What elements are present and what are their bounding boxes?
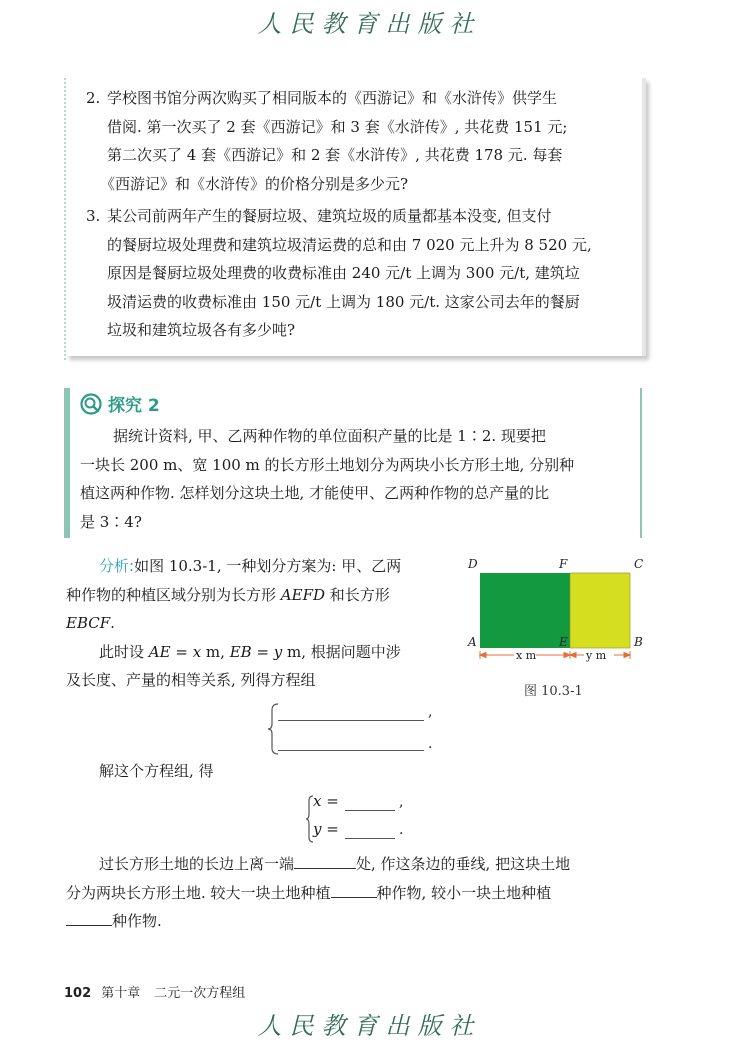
math-x: x (192, 642, 202, 661)
figure-rectangle-division (466, 555, 656, 675)
publisher-logo-top: 人民教育出版社 (257, 10, 482, 38)
exercise-line: 借阅. 第一次买了 2 套《西游记》和 3 套《水浒传》, 共花费 151 元; (107, 117, 568, 136)
explore-body (80, 422, 636, 536)
exercise-line: 第二次买了 4 套《西游记》和 2 套《水浒传》, 共花费 178 元. 每套 (107, 146, 563, 164)
explore-section (64, 388, 642, 538)
analysis-label: 分析: (99, 557, 135, 575)
exercise-item-3 (86, 202, 646, 345)
analysis-text: m, 根据问题中涉 (282, 642, 401, 661)
explore-line: 是 3∶4? (80, 512, 142, 531)
chapter-title: 二元一次方程组 (154, 986, 246, 1001)
page-number: 102 (64, 986, 92, 1001)
larger-plot-crop-blank[interactable] (331, 882, 377, 898)
period: . (399, 822, 404, 838)
region-ebcf (570, 573, 630, 648)
chapter-number: 第十章 (101, 986, 141, 1001)
conclusion-text: 分为两块长方形土地. 较大一块土地种植 (66, 883, 331, 902)
exercise-number: 3. (86, 207, 101, 225)
exercise-item-2 (86, 84, 646, 198)
equals: = (251, 642, 274, 661)
math-eb: EB (229, 642, 252, 661)
label-f: F (559, 557, 568, 571)
analysis-text: 此时设 (99, 642, 149, 661)
dim-y-label: y m (586, 649, 607, 662)
analysis-line (66, 609, 446, 638)
conclusion-text: 种作物. (112, 912, 162, 930)
solution-system (305, 790, 435, 848)
smaller-plot-crop-blank[interactable] (66, 910, 112, 926)
math-rect-aefd: AEFD (280, 585, 325, 604)
page-footer (64, 982, 245, 1001)
math-y: y (273, 642, 283, 661)
solution-y-blank[interactable] (345, 838, 395, 839)
explore-heading (80, 391, 160, 416)
y-equals-label: y = (313, 820, 339, 838)
exercise-line: 原因是餐厨垃圾处理费的收费标准由 240 元/t 上调为 300 元/t, 建筑垃 (107, 264, 580, 282)
comma: , (428, 704, 433, 720)
math-rect-ebcf: EBCF (66, 614, 111, 632)
exercise-line: 圾清运费的收费标准由 150 元/t 上调为 180 元/t. 这家公司去年的餐厨 (107, 292, 580, 311)
math-ae: AE (148, 642, 171, 661)
equation-system-blanks (268, 700, 448, 758)
analysis-text: 和长方形 (325, 585, 390, 604)
solution-x-blank[interactable] (345, 810, 395, 811)
label-c: C (634, 557, 644, 571)
region-aefd (480, 573, 570, 648)
equation-blank-2[interactable] (278, 750, 424, 751)
label-a: A (468, 635, 477, 649)
analysis-text: 种作物的种植区域分别为长方形 (66, 585, 281, 604)
dim-x-label: x m (516, 649, 537, 662)
publisher-logo-bottom: 人民教育出版社 (257, 1012, 482, 1040)
distance-blank[interactable] (294, 853, 356, 869)
x-equals-label: x = (313, 792, 339, 810)
explore-line: 植这两种作物. 怎样划分这块土地, 才能使甲、乙两种作物的总产量的比 (80, 484, 550, 502)
label-b: B (634, 635, 643, 649)
conclusion-text: 处, 作这条边的垂线, 把这块土地 (356, 855, 571, 873)
comma: , (399, 794, 404, 810)
analysis-text: 如图 10.3-1, 一种划分方案为: 甲、乙两 (134, 557, 402, 575)
conclusion-line (66, 879, 646, 908)
analysis-line (66, 552, 446, 581)
exercise-line: 《西游记》和《水浒传》的价格分别是多少元? (100, 174, 409, 193)
solve-text: 解这个方程组, 得 (99, 762, 214, 780)
explore-right-bar (640, 388, 642, 538)
explore-left-bar (64, 388, 70, 538)
dimension-lines (480, 651, 630, 659)
analysis-line (66, 581, 446, 610)
exercise-number: 2. (86, 89, 101, 107)
figure-caption: 图 10.3-1 (524, 684, 583, 699)
exercise-line: 的餐厨垃圾处理费和建筑垃圾清运费的总和由 7 020 元上升为 8 520 元, (107, 235, 592, 254)
exercise-box (66, 78, 646, 356)
exercise-line: 垃圾和建筑垃圾各有多少吨? (107, 321, 296, 339)
conclusion-line (66, 850, 646, 879)
period: . (428, 736, 433, 752)
label-e: E (559, 635, 568, 649)
equals: = (170, 642, 193, 661)
analysis-line: 及长度、产量的相等关系, 列得方程组 (66, 671, 316, 689)
label-d: D (468, 557, 478, 571)
analysis-line (66, 638, 446, 667)
explore-line: 据统计资料, 甲、乙两种作物的单位面积产量的比是 1∶2. 现要把 (113, 427, 546, 445)
exercise-line: 某公司前两年产生的餐厨垃圾、建筑垃圾的质量都基本没变, 但支付 (107, 207, 552, 225)
analysis-paragraph (66, 552, 446, 695)
analysis-text: . (110, 614, 115, 632)
equation-blank-1[interactable] (278, 720, 424, 721)
exercise-line: 学校图书馆分两次购买了相同版本的《西游记》和《水浒传》供学生 (107, 89, 558, 107)
explore-line: 一块长 200 m、宽 100 m 的长方形土地划分为两块小长方形土地, 分别种 (80, 455, 575, 474)
explore-title: 探究 2 (108, 396, 160, 416)
conclusion-text: 过长方形土地的长边上离一端 (99, 855, 295, 873)
magnifier-explore-icon (80, 393, 102, 415)
conclusion-line (66, 907, 646, 936)
conclusion-text: 种作物, 较小一块土地种植 (376, 883, 552, 902)
analysis-text: m, (201, 642, 230, 661)
conclusion-paragraph (66, 850, 646, 936)
